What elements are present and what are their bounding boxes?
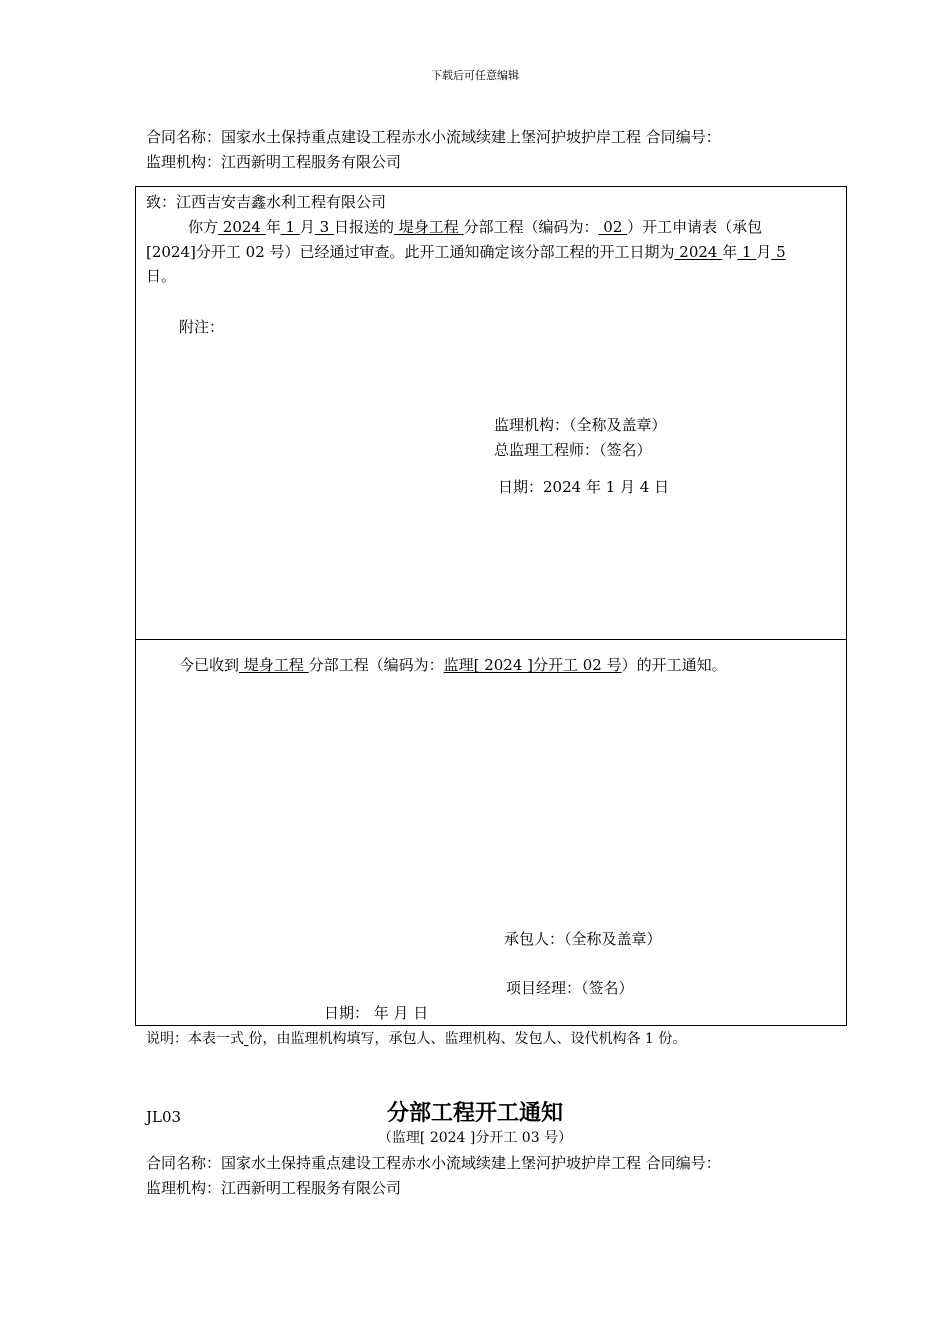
- form-subtitle: （监理[ 2024 ]分开工 03 号）: [377, 1130, 573, 1146]
- chief-engineer-signature: 总监理工程师：（签名）: [494, 441, 652, 459]
- form-title: 分部工程开工通知: [386, 1100, 563, 1126]
- form-code: JL03: [146, 1108, 182, 1126]
- contractor-signature: 承包人：（全称及盖章）: [504, 930, 662, 948]
- receipt-date: 日期： 年 月 日: [324, 1004, 429, 1022]
- project-manager-signature: 项目经理：（签名）: [506, 979, 634, 997]
- addressee: 致：江西吉安吉鑫水利工程有限公司: [146, 193, 387, 211]
- notice-paragraph-line2: [2024]分开工 02 号）已经通过审查。此开工通知确定该分部工程的开工日期为 2024 年 1 月 5: [146, 243, 786, 261]
- receipt-text: 今已收到 堤身工程 分部工程（编码为：监理[ 2024 ]分开工 02 号）的开工通知。: [179, 656, 727, 674]
- receipt-section: [135, 639, 847, 1026]
- attachment-label: 附注：: [179, 318, 225, 336]
- next-supervisor-line: 监理机构：江西新明工程服务有限公司: [146, 1179, 402, 1197]
- supervisor-signature-org: 监理机构：（全称及盖章）: [494, 416, 667, 434]
- notice-section: [135, 186, 847, 640]
- top-note: 下载后可任意编辑: [431, 69, 519, 82]
- next-contract-line: 合同名称：国家水土保持重点建设工程赤水小流域续建上堡河护坡护岸工程 合同编号：: [146, 1154, 721, 1172]
- notice-paragraph-line1: 你方 2024 年 1 月 3 日报送的 堤身工程 分部工程（编码为： 02 ）开工申请表（承包: [188, 218, 763, 236]
- notice-date: 日期：2024 年 1 月 4 日: [498, 478, 670, 496]
- form-note: 说明：本表一式 份，由监理机构填写，承包人、监理机构、发包人、设代机构各 1 份。: [146, 1031, 687, 1047]
- contract-line: 合同名称：国家水土保持重点建设工程赤水小流域续建上堡河护坡护岸工程 合同编号：: [146, 128, 721, 146]
- notice-paragraph-line3: 日。: [146, 267, 177, 285]
- supervisor-line: 监理机构：江西新明工程服务有限公司: [146, 153, 402, 171]
